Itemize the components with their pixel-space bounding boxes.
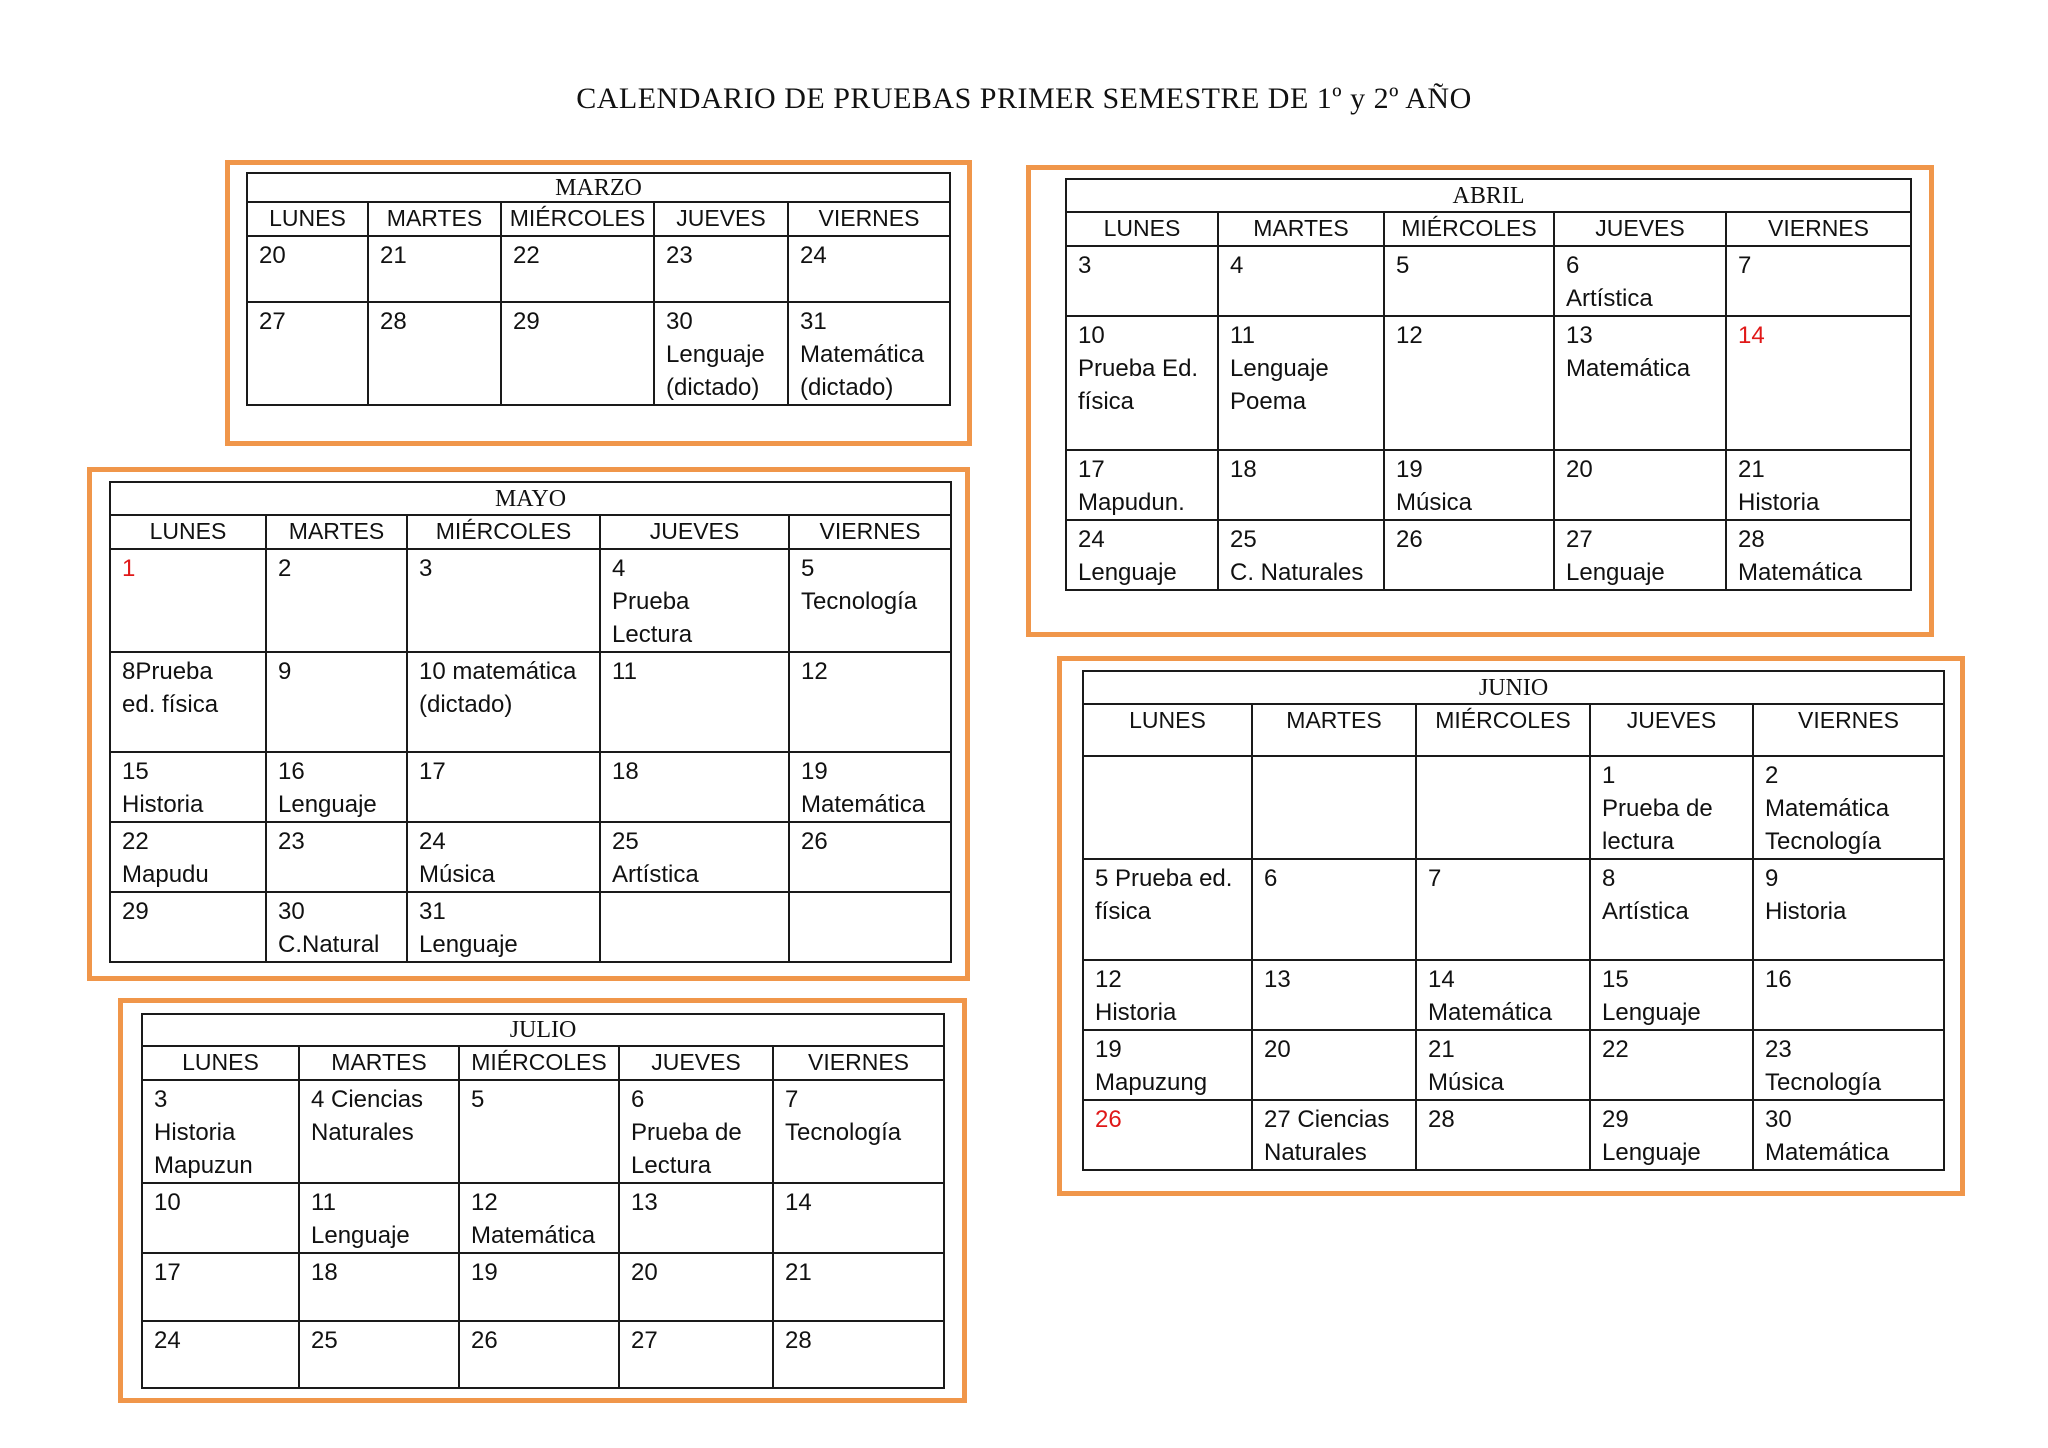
day-cell: [600, 549, 789, 652]
day-number: 21: [1428, 1036, 1455, 1063]
day-cell: [654, 302, 788, 405]
week-row: [110, 822, 951, 892]
day-number: 21: [785, 1259, 812, 1286]
day-number: 17: [419, 758, 446, 785]
day-number: 12: [1095, 966, 1122, 993]
month-name: MARZO: [247, 173, 950, 202]
test-subject: Prueba de Lectura: [631, 1119, 742, 1179]
day-number: 9: [1765, 865, 1779, 892]
marzo-calendar: [246, 172, 951, 406]
test-subject: Lenguaje: [1078, 559, 1177, 586]
day-number: 14: [1428, 966, 1455, 993]
day-cell: [619, 1183, 773, 1253]
day-cell: [1590, 1100, 1753, 1170]
day-number: 18: [311, 1259, 338, 1286]
holiday-day-number: 14: [1738, 322, 1765, 349]
week-row: [142, 1321, 944, 1388]
day-number: 22: [513, 242, 540, 269]
day-cell: [110, 822, 266, 892]
day-cell: [1384, 520, 1554, 590]
test-subject: Mapuzung: [1095, 1069, 1208, 1096]
day-cell: [142, 1080, 299, 1183]
day-number: 12: [801, 658, 828, 685]
weekday-header: JUEVES: [600, 515, 789, 549]
day-cell: [654, 236, 788, 302]
week-row: [1083, 1100, 1944, 1170]
day-number: 28: [1738, 526, 1765, 553]
test-subject: C.Natural: [278, 931, 380, 958]
day-cell: [773, 1253, 944, 1321]
day-cell: [1554, 246, 1726, 316]
weekday-header: MIÉRCOLES: [501, 202, 654, 236]
day-number: 6: [1264, 865, 1278, 892]
day-number: 4 Ciencias: [311, 1086, 424, 1113]
day-cell: [789, 652, 951, 752]
weekday-header: MARTES: [1252, 704, 1416, 756]
day-number: 28: [785, 1327, 812, 1354]
day-number: 19: [1095, 1036, 1122, 1063]
week-row: [1066, 316, 1911, 450]
day-number: 28: [1428, 1106, 1455, 1133]
weekday-header: LUNES: [1066, 212, 1218, 246]
day-cell: [789, 822, 951, 892]
day-number: 15: [122, 758, 149, 785]
day-number: 7: [785, 1086, 799, 1113]
day-number: 20: [259, 242, 286, 269]
day-cell: [266, 752, 407, 822]
day-cell: [1416, 960, 1590, 1030]
weekday-header: MIÉRCOLES: [407, 515, 600, 549]
weekday-header: VIERNES: [1726, 212, 1911, 246]
test-subject: Tecnología: [801, 588, 918, 615]
day-number: 16: [1765, 966, 1792, 993]
day-number: 7: [1738, 252, 1752, 279]
week-row: [110, 652, 951, 752]
day-number: 19: [471, 1259, 498, 1286]
day-cell: [1554, 450, 1726, 520]
day-cell: [788, 302, 950, 405]
weekday-header: LUNES: [247, 202, 368, 236]
day-cell: [1753, 960, 1944, 1030]
test-subject: Matemática: [1428, 999, 1553, 1026]
day-cell: [789, 752, 951, 822]
day-number: 5: [801, 555, 815, 582]
week-row: [247, 236, 950, 302]
day-number: 13: [1566, 322, 1593, 349]
weekday-header: JUEVES: [1554, 212, 1726, 246]
week-row: [1066, 450, 1911, 520]
day-number: 13: [631, 1189, 658, 1216]
day-cell: [501, 236, 654, 302]
weekday-header: JUEVES: [1590, 704, 1753, 756]
day-cell: [247, 302, 368, 405]
day-number: 19: [801, 758, 828, 785]
day-cell: [600, 822, 789, 892]
holiday-day-number: 1: [122, 555, 136, 582]
weekday-header: MIÉRCOLES: [1384, 212, 1554, 246]
week-row: [142, 1080, 944, 1183]
junio-calendar: [1082, 670, 1945, 1171]
day-cell: [1384, 246, 1554, 316]
day-cell: [1083, 1030, 1252, 1100]
test-subject: Matemática: [1738, 559, 1863, 586]
julio-calendar: [141, 1013, 945, 1389]
test-subject: Lenguaje (dictado): [666, 341, 765, 401]
day-number: 31: [800, 308, 827, 335]
day-number: 25: [311, 1327, 338, 1354]
day-number: 12: [471, 1189, 498, 1216]
day-number: 31: [419, 898, 446, 925]
test-subject: Lenguaje: [1566, 559, 1665, 586]
test-subject: Matemática: [1566, 355, 1691, 382]
day-number: 20: [631, 1259, 658, 1286]
day-number: 25: [612, 828, 639, 855]
day-cell: [789, 892, 951, 962]
day-number: 4: [1230, 252, 1244, 279]
test-subject: Tecnología: [785, 1119, 902, 1146]
day-number: 27 Ciencias: [1264, 1106, 1390, 1133]
test-subject: física: [1095, 898, 1152, 925]
week-row: [142, 1253, 944, 1321]
day-number: 26: [801, 828, 828, 855]
day-number: 30: [278, 898, 305, 925]
test-subject: Lenguaje Poema: [1230, 355, 1329, 415]
day-number: 27: [631, 1327, 658, 1354]
test-subject: Historia: [1765, 898, 1847, 925]
day-number: 4: [612, 555, 626, 582]
day-cell: [1083, 859, 1252, 960]
test-subject: Historia: [1738, 489, 1820, 516]
test-subject: Música: [419, 861, 496, 888]
day-number: 24: [419, 828, 446, 855]
weekday-header: JUEVES: [654, 202, 788, 236]
day-cell: [619, 1321, 773, 1388]
day-number: 17: [1078, 456, 1105, 483]
day-number: 16: [278, 758, 305, 785]
week-row: [1083, 859, 1944, 960]
weekday-header: MARTES: [299, 1046, 459, 1080]
weekday-header: MIÉRCOLES: [459, 1046, 619, 1080]
day-number: 21: [380, 242, 407, 269]
day-cell: [1753, 859, 1944, 960]
day-number: 27: [1566, 526, 1593, 553]
day-cell: [1726, 316, 1911, 450]
day-cell: [501, 302, 654, 405]
day-cell: [1066, 316, 1218, 450]
day-cell: [142, 1183, 299, 1253]
day-number: 19: [1396, 456, 1423, 483]
day-cell: [1218, 520, 1384, 590]
day-number: 5: [471, 1086, 485, 1113]
day-number: 10: [154, 1189, 181, 1216]
test-subject: Prueba Lectura: [612, 588, 693, 648]
day-number: 14: [785, 1189, 812, 1216]
day-cell: [1753, 1030, 1944, 1100]
day-cell: [600, 652, 789, 752]
week-row: [110, 892, 951, 962]
mayo-calendar: [109, 481, 952, 963]
day-number: 29: [1602, 1106, 1629, 1133]
day-number: 15: [1602, 966, 1629, 993]
weekday-header: VIERNES: [773, 1046, 944, 1080]
test-subject: ed. física: [122, 691, 219, 718]
week-row: [1066, 246, 1911, 316]
test-subject: Matemática: [1765, 1139, 1890, 1166]
day-cell: [407, 892, 600, 962]
day-cell: [1384, 316, 1554, 450]
day-number: 11: [1230, 322, 1255, 349]
day-cell: [1753, 1100, 1944, 1170]
day-cell: [266, 549, 407, 652]
day-cell: [1218, 316, 1384, 450]
day-cell: [1066, 520, 1218, 590]
day-number: 2: [278, 555, 292, 582]
day-cell: [110, 892, 266, 962]
day-cell: [619, 1080, 773, 1183]
test-subject: C. Naturales: [1230, 559, 1364, 586]
weekday-header: VIERNES: [789, 515, 951, 549]
day-cell: [1590, 756, 1753, 859]
day-number: 2: [1765, 762, 1779, 789]
document-title: CALENDARIO DE PRUEBAS PRIMER SEMESTRE DE 1º y 2º AÑO: [576, 82, 1472, 115]
day-cell: [1416, 756, 1590, 859]
day-number: 29: [122, 898, 149, 925]
day-cell: [1726, 246, 1911, 316]
day-number: 5: [1396, 252, 1410, 279]
day-number: 3: [154, 1086, 168, 1113]
day-cell: [1083, 1100, 1252, 1170]
weekday-header: LUNES: [1083, 704, 1252, 756]
test-subject: Mapudun.: [1078, 489, 1185, 516]
day-cell: [1590, 1030, 1753, 1100]
test-subject: Historia Mapuzun: [154, 1119, 253, 1179]
weekday-header: LUNES: [110, 515, 266, 549]
test-subject: Naturales: [1264, 1139, 1367, 1166]
day-cell: [1252, 859, 1416, 960]
week-row: [1083, 756, 1944, 859]
day-cell: [1554, 316, 1726, 450]
day-cell: [1083, 756, 1252, 859]
day-cell: [1590, 960, 1753, 1030]
day-cell: [1726, 520, 1911, 590]
abril-calendar: [1065, 178, 1912, 591]
weekday-header: JUEVES: [619, 1046, 773, 1080]
day-cell: [1252, 1030, 1416, 1100]
day-cell: [266, 892, 407, 962]
day-cell: [459, 1253, 619, 1321]
day-number: 9: [278, 658, 292, 685]
day-cell: [459, 1183, 619, 1253]
day-number: 17: [154, 1259, 181, 1286]
week-row: [1083, 1030, 1944, 1100]
test-subject: Tecnología: [1765, 1069, 1882, 1096]
week-row: [142, 1183, 944, 1253]
test-subject: Historia: [122, 791, 204, 818]
day-cell: [1066, 450, 1218, 520]
day-number: 8Prueba: [122, 658, 213, 685]
day-cell: [266, 822, 407, 892]
day-cell: [1554, 520, 1726, 590]
day-number: 11: [311, 1189, 336, 1216]
day-cell: [110, 549, 266, 652]
day-cell: [266, 652, 407, 752]
day-cell: [110, 652, 266, 752]
day-cell: [600, 892, 789, 962]
day-number: 18: [1230, 456, 1257, 483]
day-number: 21: [1738, 456, 1765, 483]
day-cell: [459, 1321, 619, 1388]
test-subject: Lenguaje: [311, 1222, 410, 1249]
day-cell: [1252, 756, 1416, 859]
test-subject: Matemática: [801, 791, 926, 818]
day-cell: [247, 236, 368, 302]
day-cell: [1590, 859, 1753, 960]
day-number: 24: [154, 1327, 181, 1354]
day-cell: [1252, 960, 1416, 1030]
day-cell: [299, 1321, 459, 1388]
day-cell: [1218, 246, 1384, 316]
test-subject: Lenguaje: [1602, 999, 1701, 1026]
day-cell: [407, 652, 600, 752]
test-subject: Artística: [612, 861, 699, 888]
day-cell: [788, 236, 950, 302]
day-number: 7: [1428, 865, 1442, 892]
day-number: 24: [1078, 526, 1105, 553]
month-name: JUNIO: [1083, 671, 1944, 704]
day-number: 20: [1566, 456, 1593, 483]
test-subject: Música: [1396, 489, 1473, 516]
day-number: 20: [1264, 1036, 1291, 1063]
holiday-day-number: 26: [1095, 1106, 1122, 1133]
day-cell: [619, 1253, 773, 1321]
test-subject: (dictado): [419, 691, 513, 718]
day-cell: [299, 1080, 459, 1183]
weekday-header: LUNES: [142, 1046, 299, 1080]
day-number: 1: [1602, 762, 1616, 789]
test-subject: Historia: [1095, 999, 1177, 1026]
day-number: 28: [380, 308, 407, 335]
day-number: 22: [122, 828, 149, 855]
day-cell: [110, 752, 266, 822]
day-cell: [773, 1321, 944, 1388]
month-name: MAYO: [110, 482, 951, 515]
day-cell: [299, 1253, 459, 1321]
week-row: [110, 752, 951, 822]
day-number: 30: [1765, 1106, 1792, 1133]
day-cell: [773, 1080, 944, 1183]
weekday-header: MIÉRCOLES: [1416, 704, 1590, 756]
test-subject: Matemática Tecnología: [1765, 795, 1890, 855]
weekday-header: MARTES: [266, 515, 407, 549]
day-cell: [142, 1321, 299, 1388]
day-cell: [459, 1080, 619, 1183]
day-number: 12: [1396, 322, 1423, 349]
test-subject: Prueba de lectura: [1602, 795, 1713, 855]
day-cell: [407, 752, 600, 822]
day-number: 18: [612, 758, 639, 785]
day-cell: [789, 549, 951, 652]
week-row: [1066, 520, 1911, 590]
day-number: 23: [666, 242, 693, 269]
test-subject: Naturales: [311, 1119, 414, 1146]
day-number: 8: [1602, 865, 1616, 892]
test-subject: Lenguaje: [1602, 1139, 1701, 1166]
weekday-header: VIERNES: [788, 202, 950, 236]
day-number: 11: [612, 658, 637, 685]
day-cell: [1218, 450, 1384, 520]
day-number: 23: [1765, 1036, 1792, 1063]
day-number: 22: [1602, 1036, 1629, 1063]
day-number: 6: [631, 1086, 645, 1113]
day-cell: [407, 549, 600, 652]
day-number: 6: [1566, 252, 1580, 279]
day-number: 3: [419, 555, 433, 582]
test-subject: Música: [1428, 1069, 1505, 1096]
month-name: JULIO: [142, 1014, 944, 1046]
day-cell: [142, 1253, 299, 1321]
weekday-header: MARTES: [1218, 212, 1384, 246]
day-number: 10: [1078, 322, 1105, 349]
day-cell: [1252, 1100, 1416, 1170]
test-subject: Matemática (dictado): [800, 341, 925, 401]
day-cell: [1384, 450, 1554, 520]
day-number: 3: [1078, 252, 1092, 279]
day-cell: [1726, 450, 1911, 520]
day-number: 13: [1264, 966, 1291, 993]
week-row: [1083, 960, 1944, 1030]
day-number: 27: [259, 308, 286, 335]
day-number: 26: [1396, 526, 1423, 553]
day-cell: [299, 1183, 459, 1253]
test-subject: Artística: [1602, 898, 1689, 925]
day-cell: [773, 1183, 944, 1253]
day-cell: [600, 752, 789, 822]
day-cell: [1753, 756, 1944, 859]
day-cell: [1083, 960, 1252, 1030]
day-cell: [407, 822, 600, 892]
test-subject: Lenguaje: [278, 791, 377, 818]
day-number: 10 matemática: [419, 658, 577, 685]
test-subject: Matemática: [471, 1222, 596, 1249]
day-cell: [1416, 1030, 1590, 1100]
day-number: 5 Prueba ed.: [1095, 865, 1233, 892]
weekday-header: VIERNES: [1753, 704, 1944, 756]
day-cell: [1066, 246, 1218, 316]
weekday-header: MARTES: [368, 202, 501, 236]
day-number: 29: [513, 308, 540, 335]
day-number: 23: [278, 828, 305, 855]
day-cell: [1416, 859, 1590, 960]
month-name: ABRIL: [1066, 179, 1911, 212]
day-number: 25: [1230, 526, 1257, 553]
week-row: [110, 549, 951, 652]
day-number: 26: [471, 1327, 498, 1354]
test-subject: Artística: [1566, 285, 1653, 312]
test-subject: Lenguaje: [419, 931, 518, 958]
day-cell: [368, 302, 501, 405]
test-subject: Prueba Ed. física: [1078, 355, 1199, 415]
day-number: 30: [666, 308, 693, 335]
day-number: 24: [800, 242, 827, 269]
day-cell: [1416, 1100, 1590, 1170]
test-subject: Mapudu: [122, 861, 209, 888]
week-row: [247, 302, 950, 405]
day-cell: [368, 236, 501, 302]
